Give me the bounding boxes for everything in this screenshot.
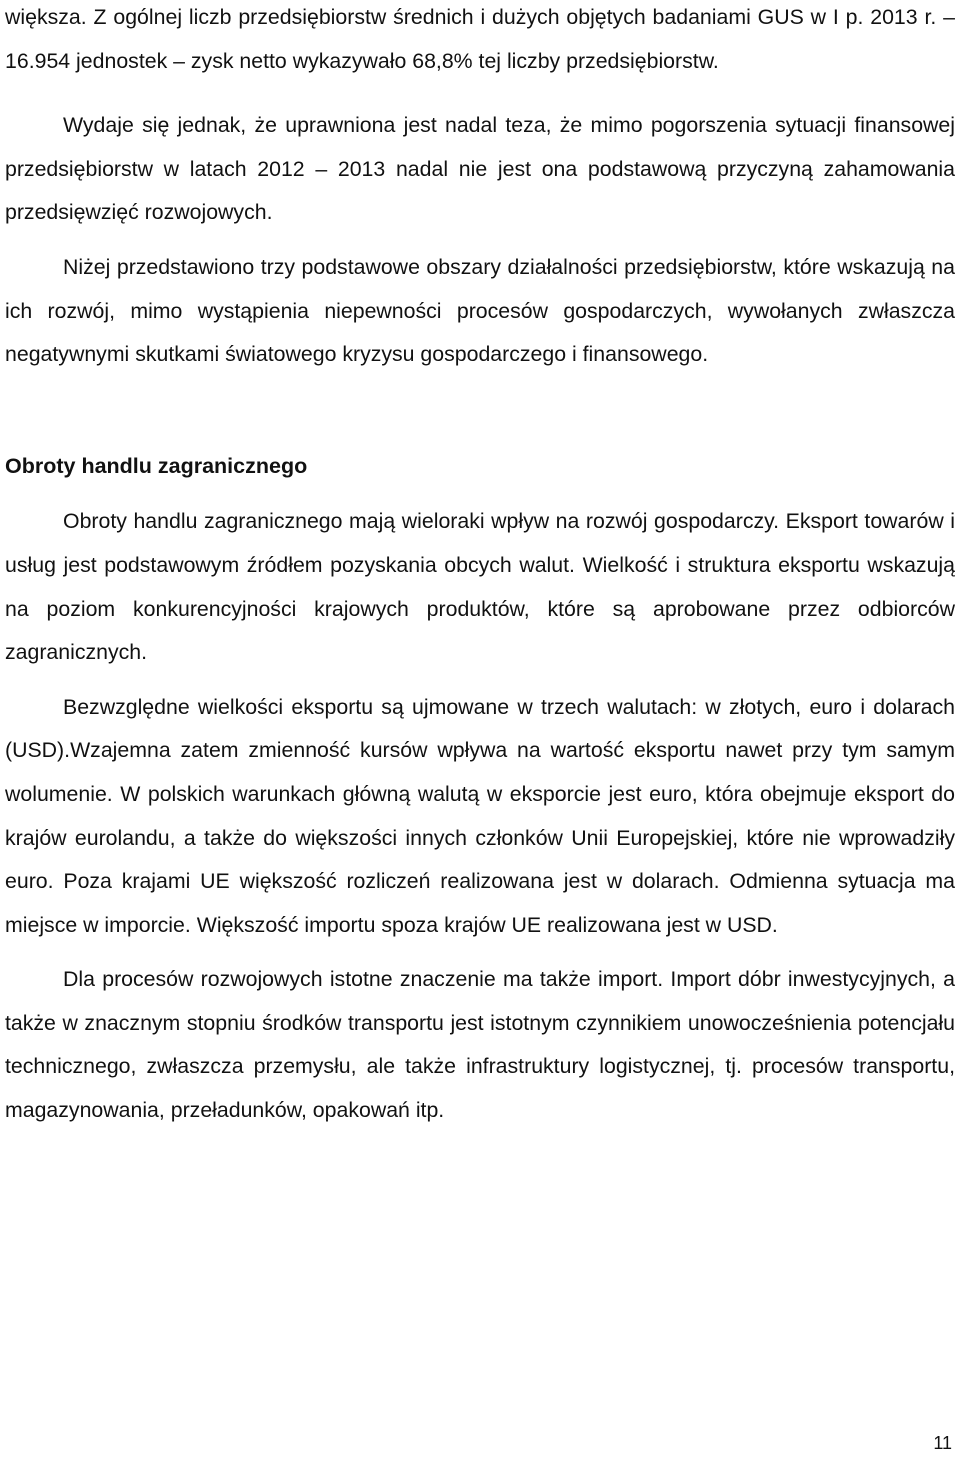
- paragraph-three-areas: Niżej przedstawiono trzy podstawowe obszary działalności przedsiębiorstw, które wskazują na ich rozwój, mimo wystąpienia niepewności procesów gospodarczych, wywołanych zwłaszcza negatywnymi skutkami światowego kryzysu gospodarczego i finansowego.: [5, 254, 955, 367]
- page-number: 11: [933, 1433, 952, 1453]
- paragraph-imports: Dla procesów rozwojowych istotne znaczenie ma także import. Import dóbr inwestycyjnych, a także w znacznym stopniu środków transportu jest istotnym czynnikiem unowocześnienia potencjału technicznego, zwłaszcza przemysłu, ale także infrastruktury logistycznej, tj. procesów transportu, magazynowania, przeładunków, opakowań itp.: [5, 967, 955, 1123]
- section-heading: Obroty handlu zagranicznego: [5, 453, 308, 478]
- document-page: [5, 0, 955, 1133]
- paragraph-gus-profit: większa. Z ogólnej liczb przedsiębiorstw średnich i dużych objętych badaniami GUS w I p. 2013 r. – 16.954 jednostek – zysk netto wykazywało 68,8% tej liczby przedsiębiorstw.: [5, 5, 955, 73]
- paragraph-thesis: Wydaje się jednak, że uprawniona jest nadal teza, że mimo pogorszenia sytuacji finansowej przedsiębiorstw w latach 2012 – 2013 nadal nie jest ona podstawową przyczyną zahamowania przedsięwzięć rozwojowych.: [5, 113, 955, 225]
- paragraph-currencies: Bezwzględne wielkości eksportu są ujmowane w trzech walutach: w złotych, euro i dolarach (USD).Wzajemna zatem zmienność kursów wpływa na wartość eksportu nawet przy tym samym wolumenie. W polskich warunkach główną walutą w eksporcie jest euro, która obejmuje eksport do krajów eurolandu, a także do większości innych członków Unii Europejskiej, które nie wprowadziły euro. Poza krajami UE większość rozliczeń realizowana jest w dolarach. Odmienna sytuacja ma miejsce w imporcie. Większość importu spoza krajów UE realizowana jest w USD.: [5, 694, 955, 937]
- paragraph-trade-impact: Obroty handlu zagranicznego mają wieloraki wpływ na rozwój gospodarczy. Eksport towarów i usług jest podstawowym źródłem pozyskania obcych walut. Wielkość i struktura eksportu wskazują na poziom konkurencyjności krajowych produktów, które są aprobowane przez odbiorców zagranicznych.: [5, 509, 955, 665]
